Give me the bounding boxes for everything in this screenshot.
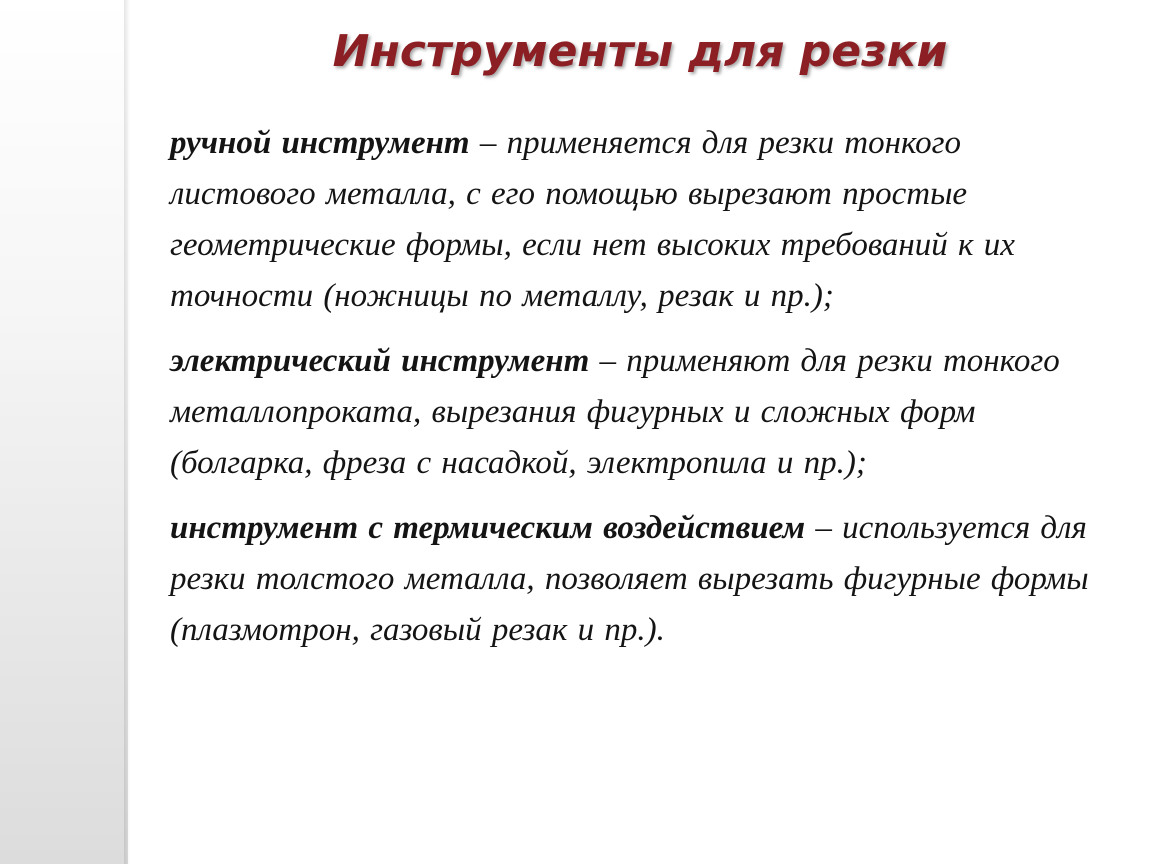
item-term: инструмент с термическим воздействием [170,510,806,546]
list-item-manual-tool [170,118,1090,322]
item-term: ручной инструмент [170,125,470,161]
item-description: – применяют для резки тонкого металлопроката, вырезания фигурных и сложных форм (болгарка, фреза с насадкой, электропила и пр.); [170,343,1060,481]
item-term: электрический инструмент [170,343,590,379]
item-description: – используется для резки толстого металла, позволяет вырезать фигурные формы (плазмотрон, газовый резак и пр.). [170,510,1089,648]
item-description: – применяется для резки тонкого листового металла, с его помощью вырезают простые геометрические формы, если нет высоких требований к их точности (ножницы по металлу, резак и пр.); [170,125,1015,314]
list-item-electric-tool [170,336,1090,489]
slide-title: Инструменты для резки [332,26,948,77]
left-decorative-band [0,0,128,864]
list-item-thermal-tool [170,503,1090,656]
left-band-shadow [124,0,130,864]
slide-body [170,118,1090,670]
